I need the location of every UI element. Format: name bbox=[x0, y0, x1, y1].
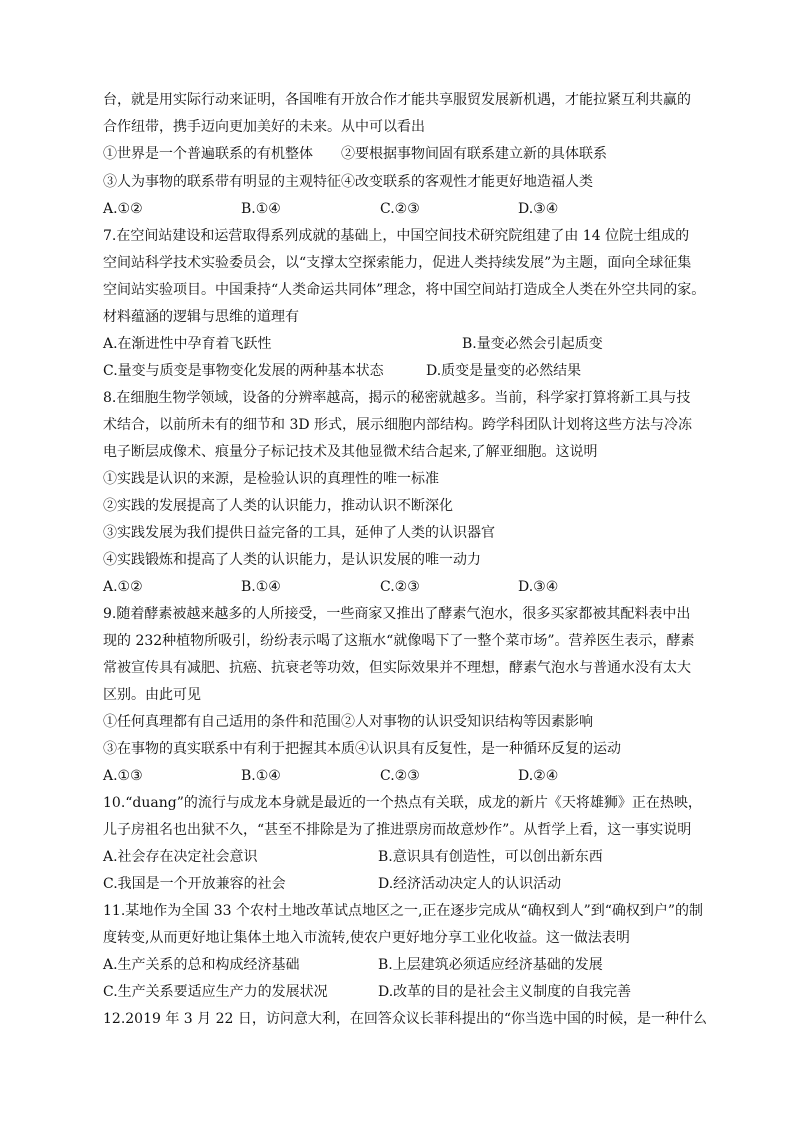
q9-option-d: D.②④ bbox=[518, 768, 559, 784]
q9-stem-line-2: 现的 232种植物所吸引，纷纷表示喝了这瓶水“就像喝下了一整个菜市场”。营养医生表示，酵素 bbox=[103, 633, 695, 649]
q10-stem-line-1: 10.“duang”的流行与成龙本身就是最近的一个热点有关联，成龙的新片《天将雄狮》正在热映， bbox=[103, 795, 702, 811]
q8-option-c: C.②③ bbox=[380, 579, 420, 595]
q9-option-a: A.①③ bbox=[103, 768, 143, 784]
q9-option-c: C.②③ bbox=[380, 768, 420, 784]
q8-statement-1: ①实践是认识的来源，是检验认识的真理性的唯一标准 bbox=[103, 471, 439, 487]
q8-option-a: A.①② bbox=[103, 579, 143, 595]
q10-option-a: A.社会存在决定社会意识 bbox=[103, 849, 258, 865]
q10-option-d: D.经济活动决定人的认识活动 bbox=[378, 876, 562, 892]
q9-stem-line-3: 常被宣传具有减肥、抗癌、抗衰老等功效，但实际效果并不理想，酵素气泡水与普通水没有太大 bbox=[103, 660, 691, 676]
q9-option-b: B.①④ bbox=[241, 768, 281, 784]
q8-stem-line-1: 8.在细胞生物学领域，设备的分辨率越高，揭示的秘密就越多。当前，科学家打算将新工具与技 bbox=[103, 390, 691, 406]
q10-option-b: B.意识具有创造性，可以创出新东西 bbox=[378, 849, 603, 865]
q6-option-a: A.①② bbox=[103, 201, 143, 217]
q8-stem-line-3: 电子断层成像术、痕量分子标记技术及其他显微术结合起来,了解亚细胞。这说明 bbox=[103, 444, 598, 460]
q7-option-a: A.在渐进性中孕育着飞跃性 bbox=[103, 336, 272, 352]
q8-stem-line-2: 术结合，以前所未有的细节和 3D 形式，展示细胞内部结构。跨学科团队计划将这些方法与冷冻 bbox=[103, 417, 693, 433]
q7-option-d: D.质变是量变的必然结果 bbox=[426, 363, 582, 379]
q7-stem-line-2: 空间站科学技术实验委员会，以“支撑太空探索能力，促进人类持续发展”为主题，面向全球征集 bbox=[103, 255, 692, 271]
q6-statement-line-2: ③人为事物的联系带有明显的主观特征④改变联系的客观性才能更好地造福人类 bbox=[103, 174, 593, 190]
q6-statement-line-1: ①世界是一个普遍联系的有机整体 ②要根据事物间固有联系建立新的具体联系 bbox=[103, 146, 607, 162]
q7-option-c: C.量变与质变是事物变化发展的两种基本状态 bbox=[103, 363, 384, 379]
q10-option-c: C.我国是一个开放兼容的社会 bbox=[103, 876, 286, 892]
q11-option-c: C.生产关系要适应生产力的发展状况 bbox=[103, 984, 328, 1000]
q9-stem-line-1: 9.随着酵素被越来越多的人所接受，一些商家又推出了酵素气泡水，很多买家都被其配料表中出 bbox=[103, 606, 691, 622]
q8-statement-2: ②实践的发展提高了人类的认识能力，推动认识不断深化 bbox=[103, 498, 453, 514]
q8-option-d: D.③④ bbox=[518, 579, 559, 595]
q7-option-b: B.量变必然会引起质变 bbox=[462, 336, 603, 352]
q6-option-b: B.①④ bbox=[241, 201, 281, 217]
q10-stem-line-2: 儿子房祖名也出狱不久，“甚至不排除是为了推进票房而故意炒作”。从哲学上看，这一事实说明 bbox=[103, 822, 692, 838]
q6-line-1: 台，就是用实际行动来证明，各国唯有开放合作才能共享服贸发展新机遇，才能拉紧互利共赢的 bbox=[103, 92, 691, 108]
q6-option-d: D.③④ bbox=[518, 201, 559, 217]
q6-option-c: C.②③ bbox=[380, 201, 420, 217]
q11-option-d: D.改革的目的是社会主义制度的自我完善 bbox=[378, 984, 632, 1000]
q7-stem-line-4: 材料蕴涵的逻辑与思维的道理有 bbox=[103, 309, 299, 325]
q11-stem-line-1: 11.某地作为全国 33 个农村土地改革试点地区之一,正在逐步完成从“确权到人”到“确权到户”的制 bbox=[103, 903, 704, 919]
q8-statement-3: ③实践发展为我们提供日益完备的工具，延伸了人类的认识器官 bbox=[103, 525, 495, 541]
q9-statement-line-2: ③在事物的真实联系中有利于把握其本质④认识具有反复性，是一种循环反复的运动 bbox=[103, 741, 621, 757]
q7-stem-line-1: 7.在空间站建设和运营取得系列成就的基础上，中国空间技术研究院组建了由 14 位院士组成的 bbox=[103, 228, 690, 244]
q11-option-a: A.生产关系的总和构成经济基础 bbox=[103, 957, 300, 973]
q11-option-b: B.上层建筑必须适应经济基础的发展 bbox=[378, 957, 603, 973]
q12-stem-line-1: 12.2019 年 3 月 22 日，访问意大利，在回答众议长菲科提出的“你当选中国的时候，是一种什么 bbox=[103, 1011, 708, 1027]
q7-stem-line-3: 空间站实验项目。中国秉持“人类命运共同体”理念，将中国空间站打造成全人类在外空共同的家。 bbox=[103, 282, 706, 298]
q11-stem-line-2: 度转变,从而更好地让集体土地入市流转,使农户更好地分享工业化收益。这一做法表明 bbox=[103, 930, 630, 946]
q8-option-b: B.①④ bbox=[241, 579, 281, 595]
q8-statement-4: ④实践锻炼和提高了人类的认识能力，是认识发展的唯一动力 bbox=[103, 552, 481, 568]
q9-stem-line-4: 区别。由此可见 bbox=[103, 687, 201, 703]
q9-statement-line-1: ①任何真理都有自己适用的条件和范围②人对事物的认识受知识结构等因素影响 bbox=[103, 714, 593, 730]
q6-line-2: 合作纽带，携手迈向更加美好的未来。从中可以看出 bbox=[103, 119, 425, 135]
